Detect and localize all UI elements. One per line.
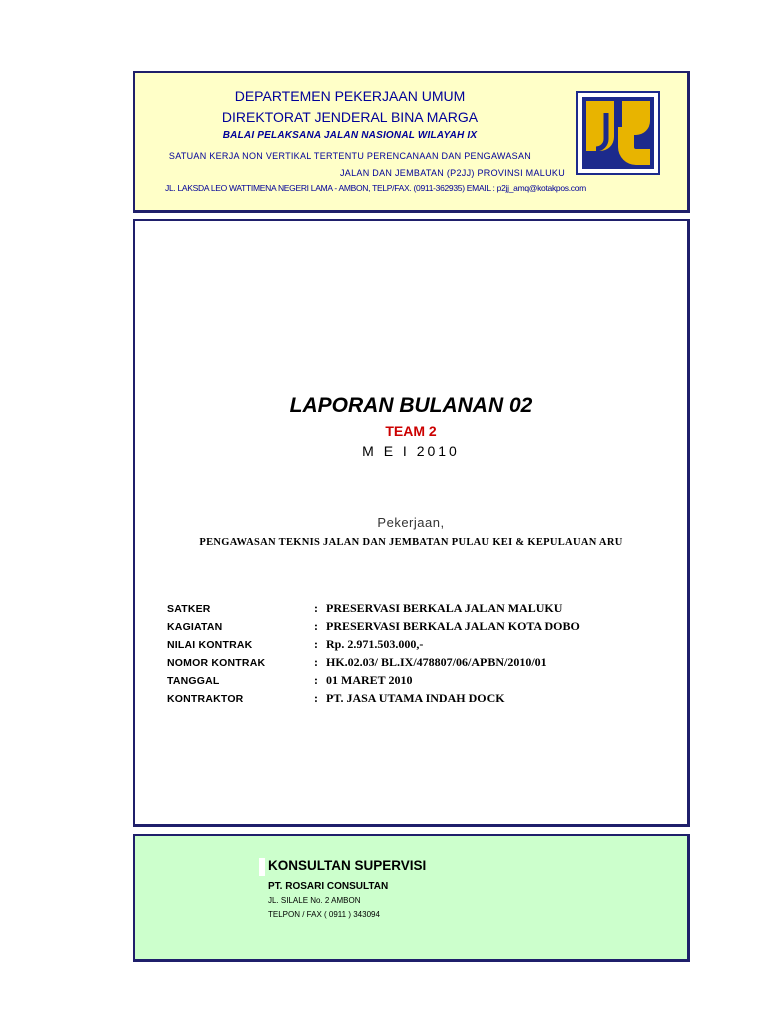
info-colon: : (314, 637, 318, 651)
header-box (133, 71, 690, 213)
text-cursor-marker (259, 858, 265, 876)
info-label: KAGIATAN (167, 621, 223, 633)
info-label: NOMOR KONTRAK (167, 657, 266, 669)
report-title: LAPORAN BULANAN 02 (289, 394, 533, 417)
consultant-phone: TELPON / FAX ( 0911 ) 343094 (268, 910, 380, 919)
office-address: JL. LAKSDA LEO WATTIMENA NEGERI LAMA - AMBON, TELP/FAX. (0911-362935) EMAIL : p2jj_amq@kotakpos.com (165, 183, 586, 193)
consultant-name: PT. ROSARI CONSULTAN (268, 881, 389, 892)
info-value: PRESERVASI BERKALA JALAN KOTA DOBO (326, 619, 580, 633)
consultant-box (133, 834, 690, 962)
info-value: PT. JASA UTAMA INDAH DOCK (326, 691, 505, 705)
department-name: DEPARTEMEN PEKERJAAN UMUM (234, 88, 466, 104)
report-period: M E I 2010 (362, 443, 460, 459)
info-label: NILAI KONTRAK (167, 639, 253, 651)
consultant-address: JL. SILALE No. 2 AMBON (268, 896, 361, 905)
info-colon: : (314, 619, 318, 633)
info-label: SATKER (167, 603, 211, 615)
satuan-line-2: JALAN DAN JEMBATAN (P2JJ) PROVINSI MALUKU (339, 168, 565, 178)
satuan-line-1: SATUAN KERJA NON VERTIKAL TERTENTU PERENCANAAN DAN PENGAWASAN (168, 151, 532, 161)
info-colon: : (314, 601, 318, 615)
info-value: PRESERVASI BERKALA JALAN MALUKU (326, 601, 563, 615)
balai-name: BALAI PELAKSANA JALAN NASIONAL WILAYAH IX (222, 130, 478, 141)
team-label: TEAM 2 (385, 423, 437, 439)
pu-logo-icon (576, 91, 660, 175)
pekerjaan-value: PENGAWASAN TEKNIS JALAN DAN JEMBATAN PULAU KEI & KEPULAUAN ARU (199, 537, 623, 548)
info-value: 01 MARET 2010 (326, 673, 413, 687)
info-value: HK.02.03/ BL.IX/478807/06/APBN/2010/01 (326, 655, 547, 669)
pekerjaan-label: Pekerjaan, (377, 515, 445, 530)
report-cover-box (133, 219, 690, 827)
info-value: Rp. 2.971.503.000,- (326, 637, 424, 651)
consultant-heading: KONSULTAN SUPERVISI (268, 858, 427, 873)
info-colon: : (314, 655, 318, 669)
info-colon: : (314, 673, 318, 687)
info-label: KONTRAKTOR (167, 693, 244, 705)
directorate-name: DIREKTORAT JENDERAL BINA MARGA (221, 109, 479, 125)
info-colon: : (314, 691, 318, 705)
info-label: TANGGAL (167, 675, 220, 687)
